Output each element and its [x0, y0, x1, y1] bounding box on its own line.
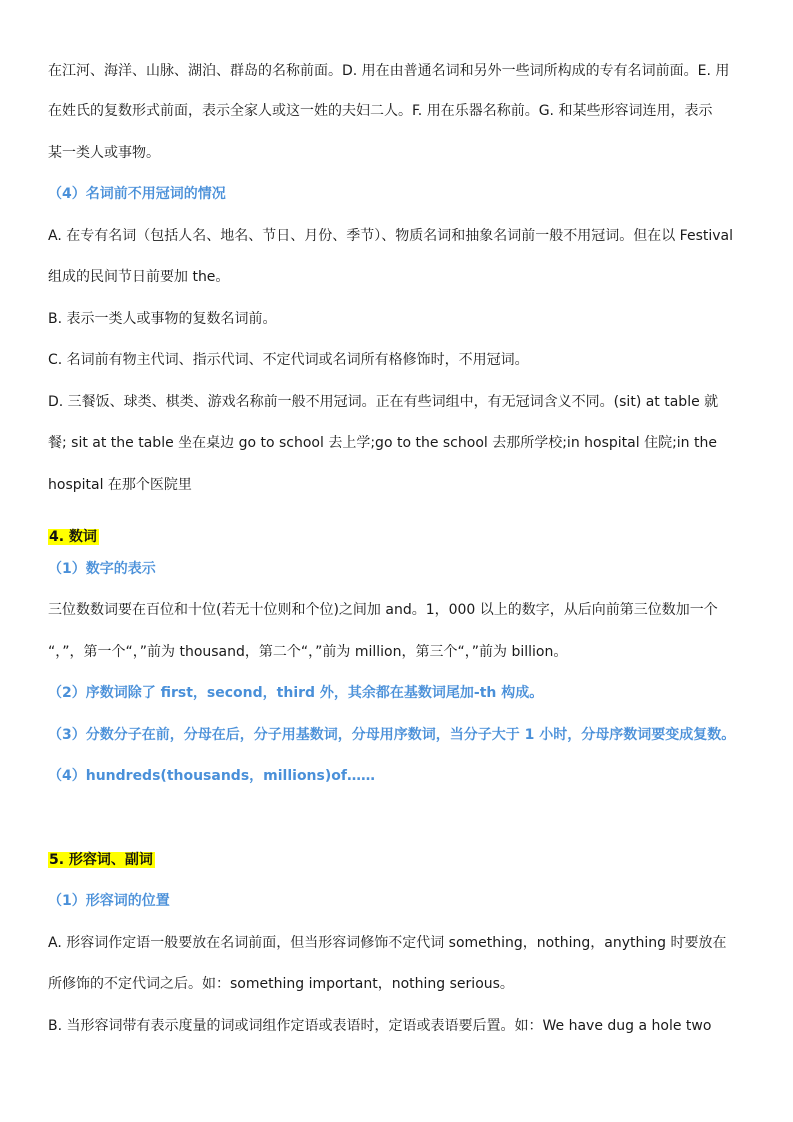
subheading-ordinals: （2）序数词除了 first，second，third 外，其余都在基数词尾加-th 构成。 [48, 685, 544, 701]
paragraph-line: A. 形容词作定语一般要放在名词前面，但当形容词修饰不定代词 something，nothing，anything 时要放在 [48, 935, 727, 951]
subheading-fractions: （3）分数分子在前，分母在后，分子用基数词，分母用序数词，当分子大于 1 小时，分母序数词要变成复数。 [48, 727, 736, 743]
paragraph-line: 所修饰的不定代词之后。如：something important，nothing serious。 [48, 976, 514, 992]
paragraph-line: 组成的民间节日前要加 the。 [48, 269, 230, 285]
paragraph-line: B. 表示一类人或事物的复数名词前。 [48, 311, 277, 327]
subheading-hundreds-of: （4）hundreds(thousands，millions)of…… [48, 768, 375, 784]
paragraph-line: “，”，第一个“，”前为 thousand，第二个“，”前为 million，第三个“，”前为 billion。 [48, 644, 568, 660]
paragraph-line: 餐; sit at the table 坐在桌边 go to school 去上学;go to the school 去那所学校;in hospital 住院;in the [48, 435, 717, 451]
paragraph-line: B. 当形容词带有表示度量的词或词组作定语或表语时，定语或表语要后置。如：We have dug a hole two [48, 1018, 712, 1034]
paragraph-line: 在姓氏的复数形式前面，表示全家人或这一姓的夫妇二人。F. 用在乐器名称前。G. 和某些形容词连用，表示 [48, 103, 713, 119]
subheading-no-article: （4）名词前不用冠词的情况 [48, 186, 226, 202]
subheading-number-representation: （1）数字的表示 [48, 561, 156, 577]
paragraph-line: A. 在专有名词（包括人名、地名、节日、月份、季节）、物质名词和抽象名词前一般不用冠词。但在以 Festival [48, 228, 734, 244]
paragraph-line: 三位数数词要在百位和十位(若无十位则和个位)之间加 and。1，000 以上的数字，从后向前第三位数加一个 [48, 602, 718, 618]
paragraph-line: 某一类人或事物。 [48, 145, 160, 161]
subheading-adjective-position: （1）形容词的位置 [48, 893, 170, 909]
paragraph-line: 在江河、海洋、山脉、湖泊、群岛的名称前面。D. 用在由普通名词和另外一些词所构成的专有名词前面。E. 用 [48, 63, 730, 79]
section-heading-numerals: 4. 数词 [49, 529, 97, 545]
paragraph-line: D. 三餐饭、球类、棋类、游戏名称前一般不用冠词。正在有些词组中，有无冠词含义不同。(sit) at table 就 [48, 394, 719, 410]
section-heading-adjectives-adverbs: 5. 形容词、副词 [49, 852, 153, 868]
paragraph-line: C. 名词前有物主代词、指示代词、不定代词或名词所有格修饰时，不用冠词。 [48, 352, 529, 368]
paragraph-line: hospital 在那个医院里 [48, 477, 192, 493]
